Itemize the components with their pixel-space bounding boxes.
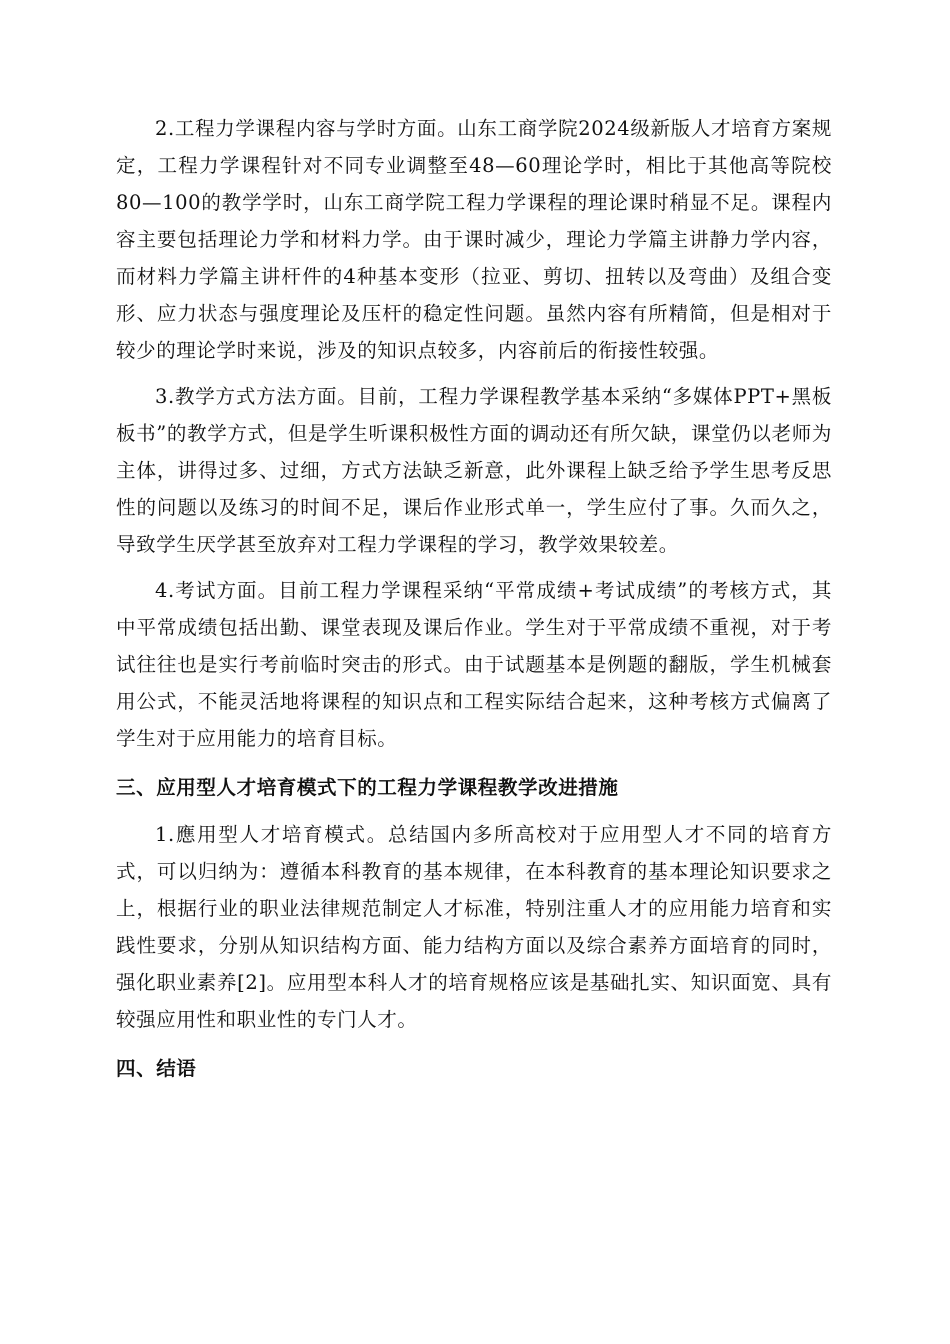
paragraph-teaching-methods: 3.教学方式方法方面。目前，工程力学课程教学基本采纳“多媒体PPT+黑板板书”的教学方式，但是学生听课积极性方面的调动还有所欠缺，课堂仍以老师为主体，讲得过多、过细，方式方法缺乏新意，此外课程上缺乏给予学生思考反思性的问题以及练习的时间不足，课后作业形式单一，学生应付了事。久而久之，导致学生厌学甚至放弃对工程力学课程的学习，教学效果较差。 (116, 385, 832, 556)
paragraph-examination: 4.考试方面。目前工程力学课程采纳“平常成绩+考试成绩”的考核方式，其中平常成绩包括出勤、课堂表现及课后作业。学生对于平常成绩不重视，对于考试往往也是实行考前临时突击的形式。由于试题基本是例题的翻版，学生机械套用公式，不能灵活地将课程的知识点和工程实际结合起来，这种考核方式偏离了学生对于应用能力的培育目标。 (116, 579, 832, 750)
section-heading-conclusion: 四、结语 (116, 1057, 197, 1080)
document-page (116, 110, 832, 1097)
paragraph-applied-talent-model: 1.應用型人才培育模式。总结国内多所高校对于应用型人才不同的培育方式，可以归纳为：遵循本科教育的基本规律，在本科教育的基本理论知识要求之上，根据行业的职业法律规范制定人才标准，特别注重人才的应用能力培育和实践性要求，分别从知识结构方面、能力结构方面以及综合素养方面培育的同时，强化职业素养[2]。应用型本科人才的培育规格应该是基础扎实、知识面宽、具有较强应用性和职业性的专门人才。 (116, 823, 832, 1031)
section-heading-improvement: 三、应用型人才培育模式下的工程力学课程教学改进措施 (116, 776, 619, 799)
paragraph-course-content: 2.工程力学课程内容与学时方面。山东工商学院2024级新版人才培育方案规定，工程力学课程针对不同专业调整至48—60理论学时，相比于其他高等院校80—100的教学学时，山东工商学院工程力学课程的理论课时稍显不足。课程内容主要包括理论力学和材料力学。由于课时减少，理论力学篇主讲静力学内容，而材料力学篇主讲杆件的4种基本变形（拉亚、剪切、扭转以及弯曲）及组合变形、应力状态与强度理论及压杆的稳定性问题。虽然内容有所精简，但是相对于较少的理论学时来说，涉及的知识点较多，内容前后的衔接性较强。 (116, 117, 832, 362)
